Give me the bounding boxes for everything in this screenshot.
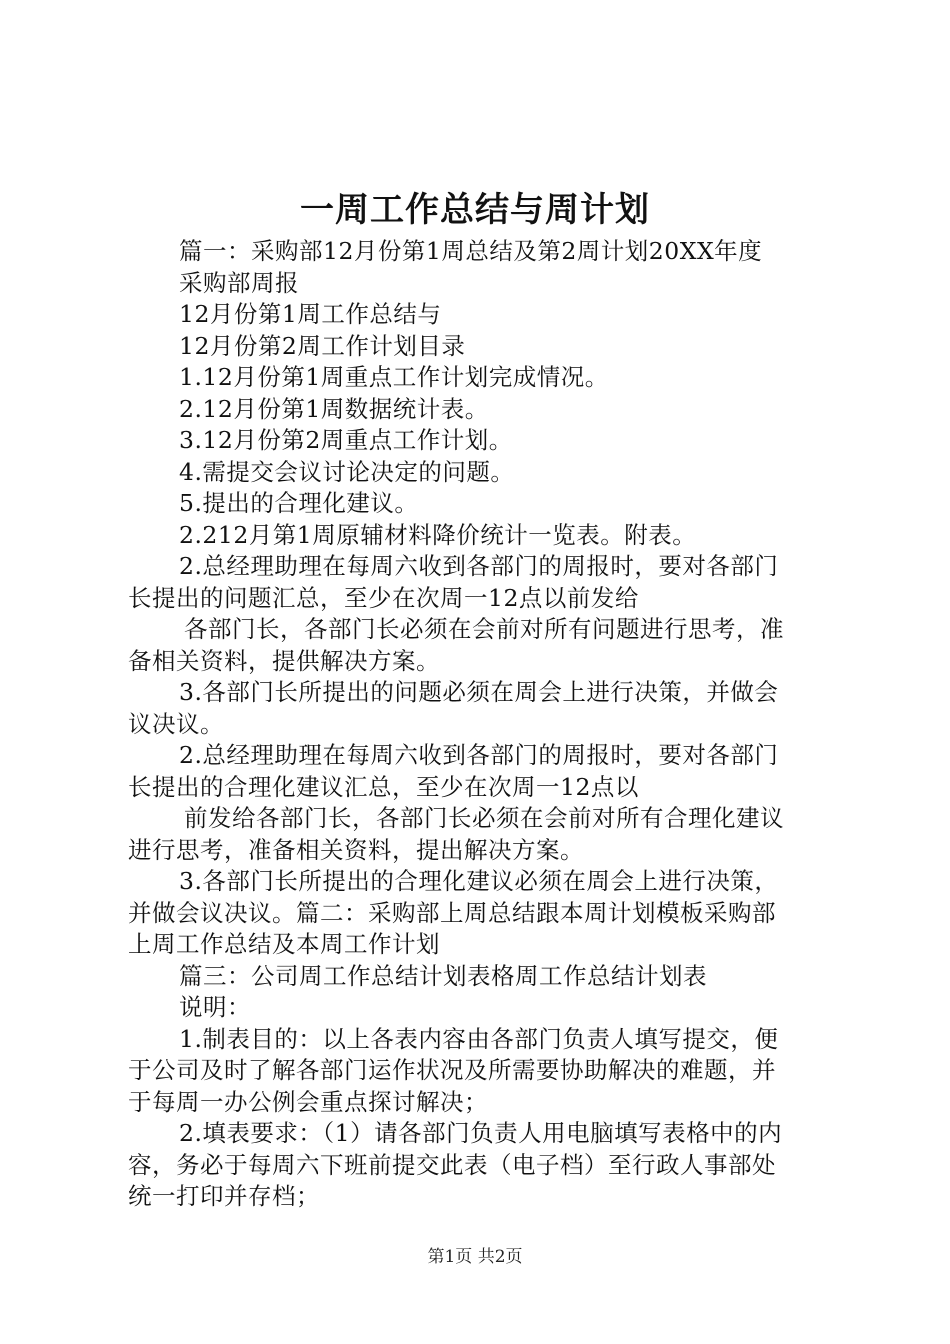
body-line: 并做会议决议。篇二：采购部上周总结跟本周计划模板采购部	[128, 898, 776, 927]
body-line: 3.各部门长所提出的合理化建议必须在周会上进行决策，	[179, 867, 779, 895]
body-line: 进行思考，准备相关资料，提出解决方案。	[128, 835, 584, 864]
body-line: 容，务必于每周六下班前提交此表（电子档）至行政人事部处	[128, 1150, 776, 1179]
body-line: 统一打印并存档；	[128, 1182, 320, 1210]
body-line: 采购部周报	[179, 268, 299, 297]
body-line: 12月份第1周工作总结与	[179, 300, 442, 328]
document-body	[128, 236, 833, 1213]
body-line: 说明：	[179, 993, 251, 1021]
body-line: 于公司及时了解各部门运作状况及所需要协助解决的难题，并	[128, 1056, 776, 1084]
body-line: 2.12月份第1周数据统计表。	[179, 394, 489, 423]
body-line: 各部门长，各部门长必须在会前对所有问题进行思考，准	[184, 615, 784, 643]
body-line: 1.制表目的：以上各表内容由各部门负责人填写提交，便	[179, 1024, 779, 1053]
body-line: 2.总经理助理在每周六收到各部门的周报时，要对各部门	[179, 552, 779, 580]
body-line: 4.需提交会议讨论决定的问题。	[179, 457, 515, 486]
body-line: 长提出的问题汇总，至少在次周一12点以前发给	[128, 583, 639, 612]
body-line: 前发给各部门长，各部门长必须在会前对所有合理化建议	[184, 804, 784, 832]
body-line: 篇一：采购部12月份第1周总结及第2周计划20XX年度	[179, 237, 763, 265]
body-line: 备相关资料，提供解决方案。	[128, 646, 440, 675]
body-line: 12月份第2周工作计划目录	[179, 331, 466, 360]
body-line: 长提出的合理化建议汇总，至少在次周一12点以	[128, 772, 639, 801]
document-title: 一周工作总结与周计划	[300, 190, 650, 230]
body-line: 篇三：公司周工作总结计划表格周工作总结计划表	[179, 961, 707, 990]
body-line: 于每周一办公例会重点探讨解决；	[128, 1087, 488, 1116]
body-line: 3.12月份第2周重点工作计划。	[179, 426, 513, 454]
body-line: 1.12月份第1周重点工作计划完成情况。	[179, 363, 609, 391]
page-footer: 第1页 共2页	[427, 1247, 523, 1267]
body-line: 2.总经理助理在每周六收到各部门的周报时，要对各部门	[179, 741, 779, 769]
body-line: 2.212月第1周原辅材料降价统计一览表。附表。	[179, 520, 697, 549]
body-line: 议决议。	[128, 709, 224, 738]
body-line: 2.填表要求：（1）请各部门负责人用电脑填写表格中的内	[179, 1119, 783, 1147]
body-line: 5.提出的合理化建议。	[179, 489, 419, 517]
body-line: 3.各部门长所提出的问题必须在周会上进行决策，并做会	[179, 678, 779, 706]
body-line: 上周工作总结及本周工作计划	[128, 930, 440, 958]
